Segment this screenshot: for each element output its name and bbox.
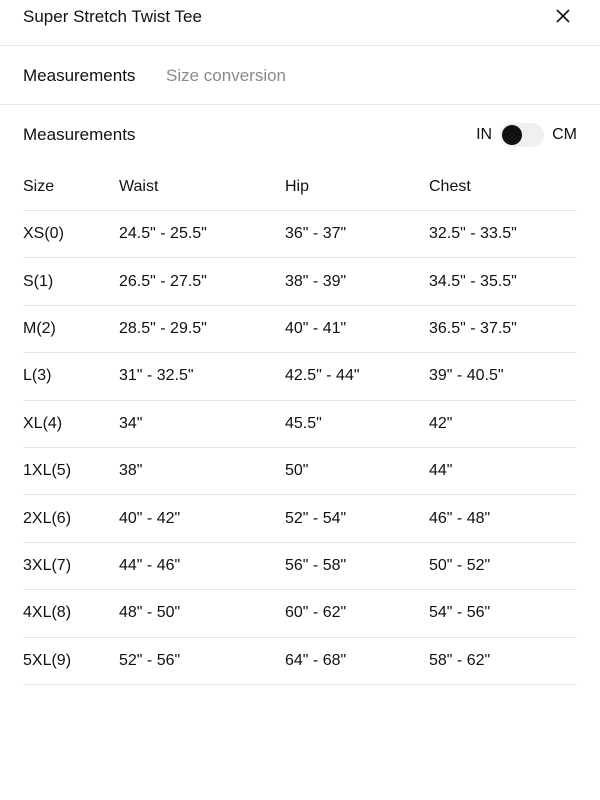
chest-cell: 46" - 48" [429, 509, 491, 527]
waist-cell: 28.5" - 29.5" [119, 319, 207, 337]
table-row [23, 638, 577, 685]
size-cell: XS(0) [23, 225, 64, 243]
waist-cell: 40" - 42" [119, 509, 181, 527]
section-title: Measurements [23, 125, 136, 144]
chest-cell: 42" [429, 414, 453, 432]
waist-cell: 26.5" - 27.5" [119, 272, 207, 290]
close-button[interactable] [551, 4, 575, 28]
product-title: Super Stretch Twist Tee [23, 7, 202, 26]
waist-cell: 24.5" - 25.5" [119, 225, 207, 243]
close-icon [556, 9, 570, 23]
waist-cell: 31" - 32.5" [119, 367, 194, 385]
table-row [23, 258, 577, 305]
hip-cell: 45.5" [285, 414, 322, 432]
size-cell: 4XL(8) [23, 604, 72, 622]
chest-cell: 39" - 40.5" [429, 367, 504, 385]
hip-cell: 36" - 37" [285, 225, 347, 243]
unit-label-cm[interactable]: CM [552, 126, 577, 143]
table-row [23, 448, 577, 495]
waist-cell: 52" - 56" [119, 651, 181, 669]
size-cell: 5XL(9) [23, 651, 72, 669]
hip-cell: 52" - 54" [285, 509, 347, 527]
tab-bar [0, 46, 600, 105]
waist-cell: 34" [119, 414, 143, 432]
size-cell: XL(4) [23, 414, 63, 432]
chest-cell: 50" - 52" [429, 556, 491, 574]
size-cell: S(1) [23, 272, 54, 290]
modal-header [0, 0, 600, 46]
header-hip: Hip [285, 178, 310, 195]
hip-cell: 56" - 58" [285, 556, 347, 574]
chest-cell: 54" - 56" [429, 604, 491, 622]
chest-cell: 32.5" - 33.5" [429, 225, 517, 243]
switch-knob [502, 125, 522, 145]
waist-cell: 48" - 50" [119, 604, 181, 622]
hip-cell: 42.5" - 44" [285, 367, 360, 385]
hip-cell: 40" - 41" [285, 319, 347, 337]
waist-cell: 44" - 46" [119, 556, 181, 574]
table-row [23, 495, 577, 542]
header-size: Size [23, 178, 55, 195]
unit-switch[interactable] [500, 123, 544, 147]
size-cell: 1XL(5) [23, 462, 72, 480]
hip-cell: 60" - 62" [285, 604, 347, 622]
table-row [23, 211, 577, 258]
table-row [23, 353, 577, 400]
table-row [23, 590, 577, 637]
hip-cell: 50" [285, 462, 309, 480]
header-chest: Chest [429, 178, 471, 195]
size-table [23, 164, 577, 685]
table-header-row [23, 164, 577, 211]
chest-cell: 36.5" - 37.5" [429, 319, 517, 337]
size-cell: M(2) [23, 319, 56, 337]
table-row [23, 543, 577, 590]
table-row [23, 401, 577, 448]
chest-cell: 34.5" - 35.5" [429, 272, 517, 290]
tab-measurements[interactable]: Measurements [23, 66, 136, 85]
waist-cell: 38" [119, 462, 143, 480]
size-cell: L(3) [23, 367, 52, 385]
hip-cell: 38" - 39" [285, 272, 347, 290]
unit-label-in[interactable]: IN [476, 126, 493, 143]
chest-cell: 44" [429, 462, 453, 480]
table-row [23, 306, 577, 353]
header-waist: Waist [119, 178, 159, 195]
unit-toggle [476, 123, 577, 147]
size-cell: 2XL(6) [23, 509, 72, 527]
tab-size-conversion[interactable]: Size conversion [166, 66, 287, 85]
hip-cell: 64" - 68" [285, 651, 347, 669]
size-cell: 3XL(7) [23, 556, 72, 574]
chest-cell: 58" - 62" [429, 651, 491, 669]
